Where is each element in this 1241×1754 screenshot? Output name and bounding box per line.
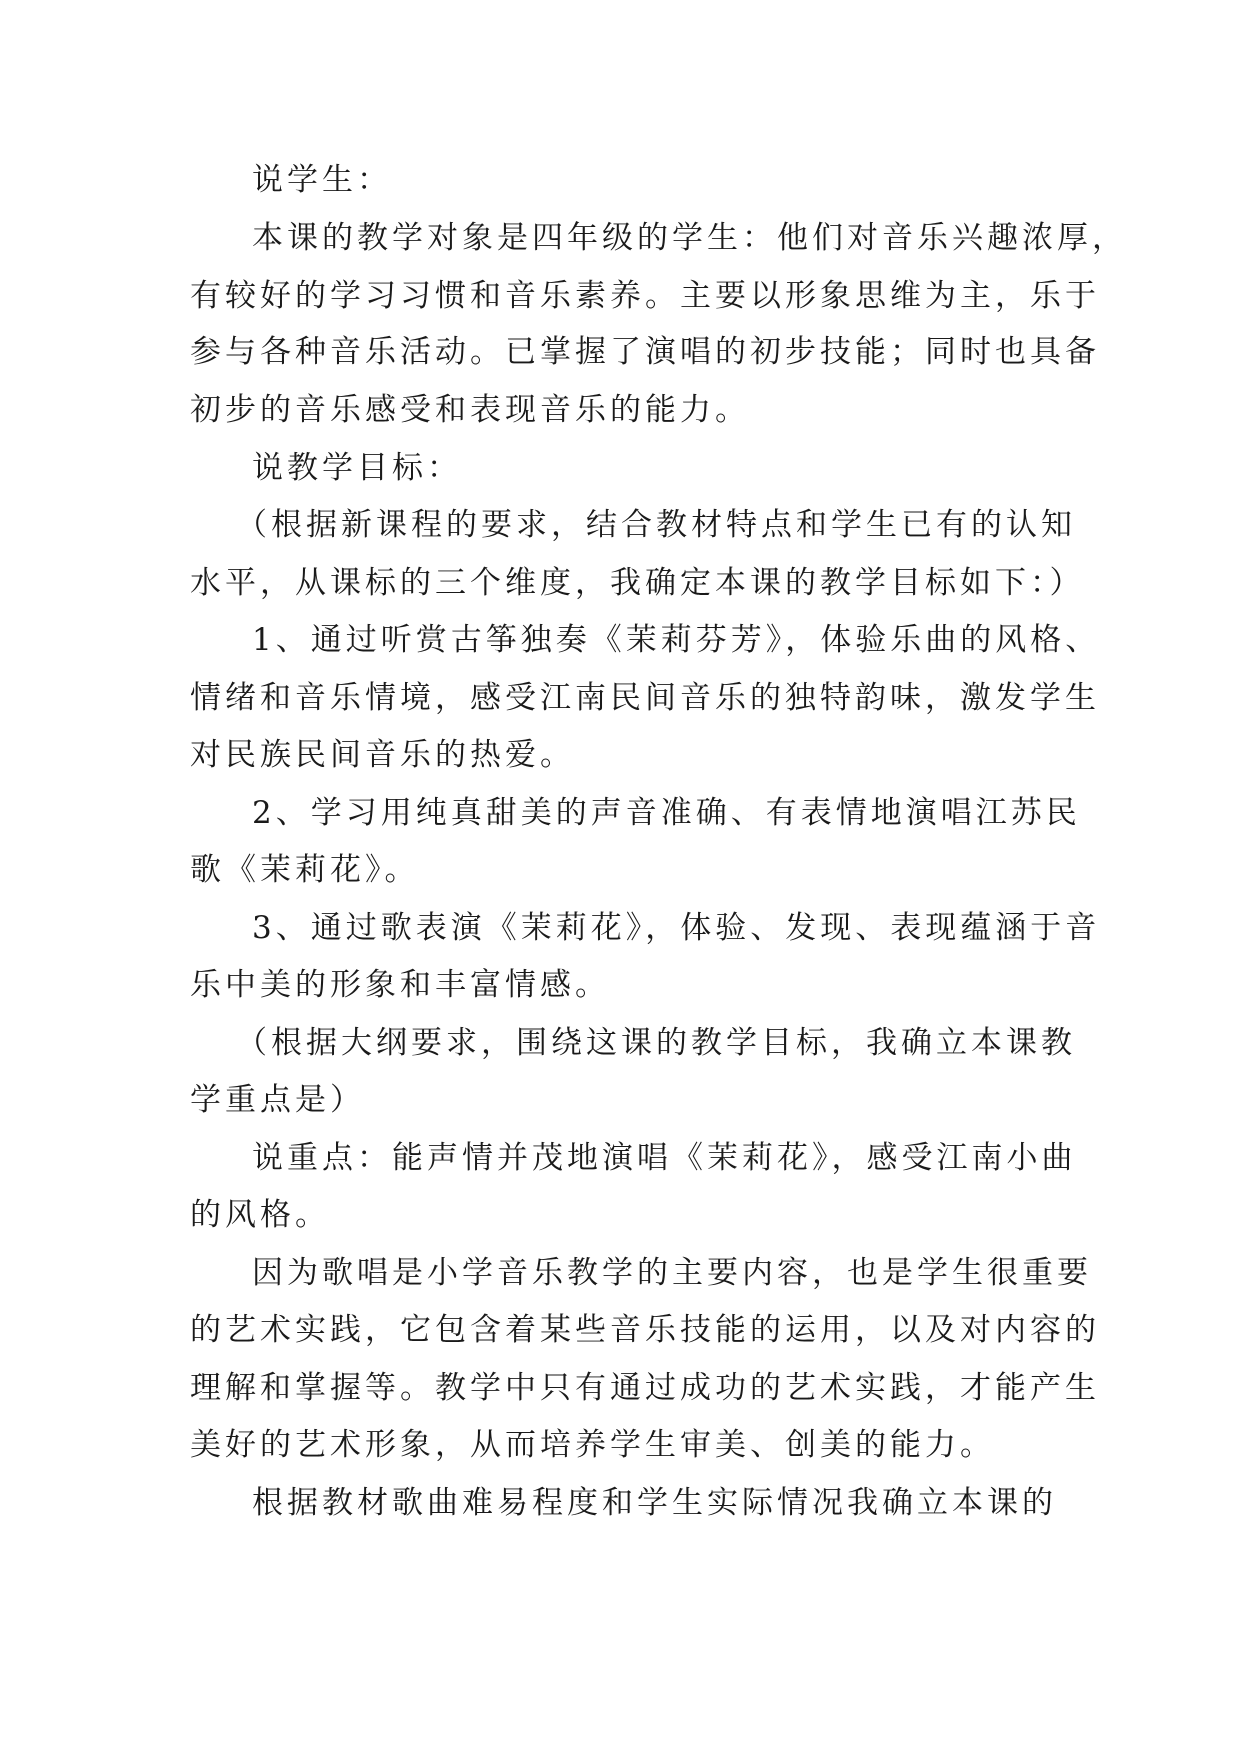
paragraph-line: 乐中美的形象和丰富情感。	[190, 967, 610, 1003]
paragraph-line: 因为歌唱是小学音乐教学的主要内容，也是学生很重要	[252, 1255, 1092, 1291]
paragraph-line: 有较好的学习习惯和音乐素养。主要以形象思维为主，乐于	[190, 278, 1100, 314]
paragraph-line: 的艺术实践，它包含着某些音乐技能的运用，以及对内容的	[190, 1312, 1100, 1348]
paragraph-line: 水平，从课标的三个维度，我确定本课的教学目标如下：）	[190, 565, 1085, 601]
paragraph-line: 根据教材歌曲难易程度和学生实际情况我确立本课的	[252, 1485, 1057, 1521]
paragraph-line: 参与各种音乐活动。已掌握了演唱的初步技能；同时也具备	[190, 334, 1100, 370]
paragraph-line: 美好的艺术形象，从而培养学生审美、创美的能力。	[190, 1427, 995, 1463]
heading-teaching-goals: 说教学目标：	[252, 450, 462, 486]
paragraph-line: （根据大纲要求，围绕这课的教学目标，我确立本课教	[236, 1025, 1076, 1061]
goal-item-1: 1、通过听赏古筝独奏《茉莉芬芳》，体验乐曲的风格、	[252, 622, 1101, 658]
goal-item-2: 2、学习用纯真甜美的声音准确、有表情地演唱江苏民	[252, 795, 1081, 831]
paragraph-line: 学重点是）	[190, 1082, 365, 1118]
paragraph-line: 初步的音乐感受和表现音乐的能力。	[190, 392, 750, 428]
paragraph-line: 的风格。	[190, 1197, 330, 1233]
paragraph-line: 理解和掌握等。教学中只有通过成功的艺术实践，才能产生	[190, 1370, 1100, 1406]
heading-key-points: 说重点：能声情并茂地演唱《茉莉花》，感受江南小曲	[252, 1140, 1077, 1176]
paragraph-line: （根据新课程的要求，结合教材特点和学生已有的认知	[236, 507, 1076, 543]
heading-students: 说学生：	[252, 162, 392, 198]
goal-item-3: 3、通过歌表演《茉莉花》，体验、发现、表现蕴涵于音	[252, 910, 1101, 946]
paragraph-line: 情绪和音乐情境，感受江南民间音乐的独特韵味，激发学生	[190, 680, 1100, 716]
paragraph-line: 对民族民间音乐的热爱。	[190, 737, 575, 773]
paragraph-line: 歌《茉莉花》。	[190, 852, 420, 888]
paragraph-line: 本课的教学对象是四年级的学生：他们对音乐兴趣浓厚，	[252, 220, 1127, 256]
